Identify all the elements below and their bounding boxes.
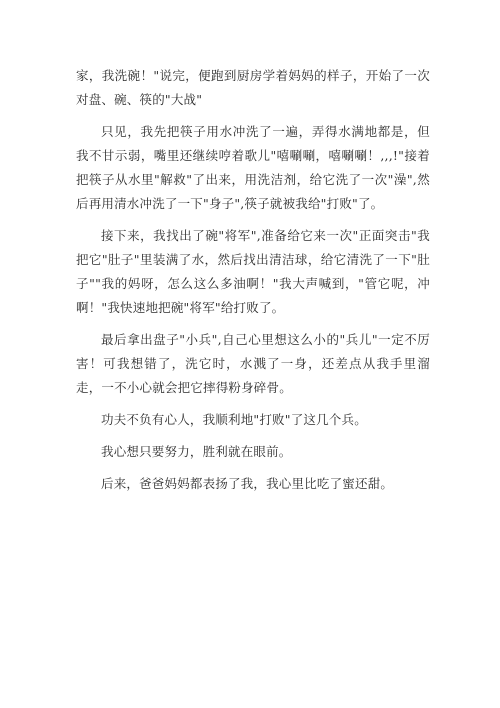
paragraph-7: 后来，爸爸妈妈都表扬了我，我心里比吃了蜜还甜。 (101, 476, 394, 491)
paragraph-1: 家，我洗碗！"说完，便跑到厨房学着妈妈的样子，开始了一次对盘、碗、筷的"大战" (76, 68, 430, 107)
paragraph-4: 最后拿出盘子"小兵",自己心里想这么小的"兵儿"一定不厉害！可我想错了，洗它时，水溅了一身，还差点从我手里溜走，一不小心就会把它摔得粉身碎骨。 (76, 332, 430, 395)
paragraph-2: 只见，我先把筷子用水冲洗了一遍，弄得水满地都是，但我不甘示弱，嘴里还继续哼着歌儿"嘻唰唰，嘻唰唰！,,,!"接着把筷子从水里"解救"了出来，用洗洁剂，给它洗了一次"澡",然后再用清水冲洗了一下"身子",筷子就被我给"打败"了。 (76, 124, 430, 211)
paragraph-6: 我心想只要努力，胜利就在眼前。 (101, 444, 292, 459)
paragraph-5: 功夫不负有心人，我顺利地"打败"了这几个兵。 (101, 412, 367, 427)
paragraph-3: 接下来，我找出了碗"将军",准备给它来一次"正面突击"我把它"肚子"里装满了水，然后找出清洁球，给它清洗了一下"肚子""我的妈呀，怎么这么多油啊！"我大声喊到，"管它呢，冲啊！"我快速地把碗"将军"给打败了。 (76, 228, 430, 315)
document-body (76, 64, 430, 504)
